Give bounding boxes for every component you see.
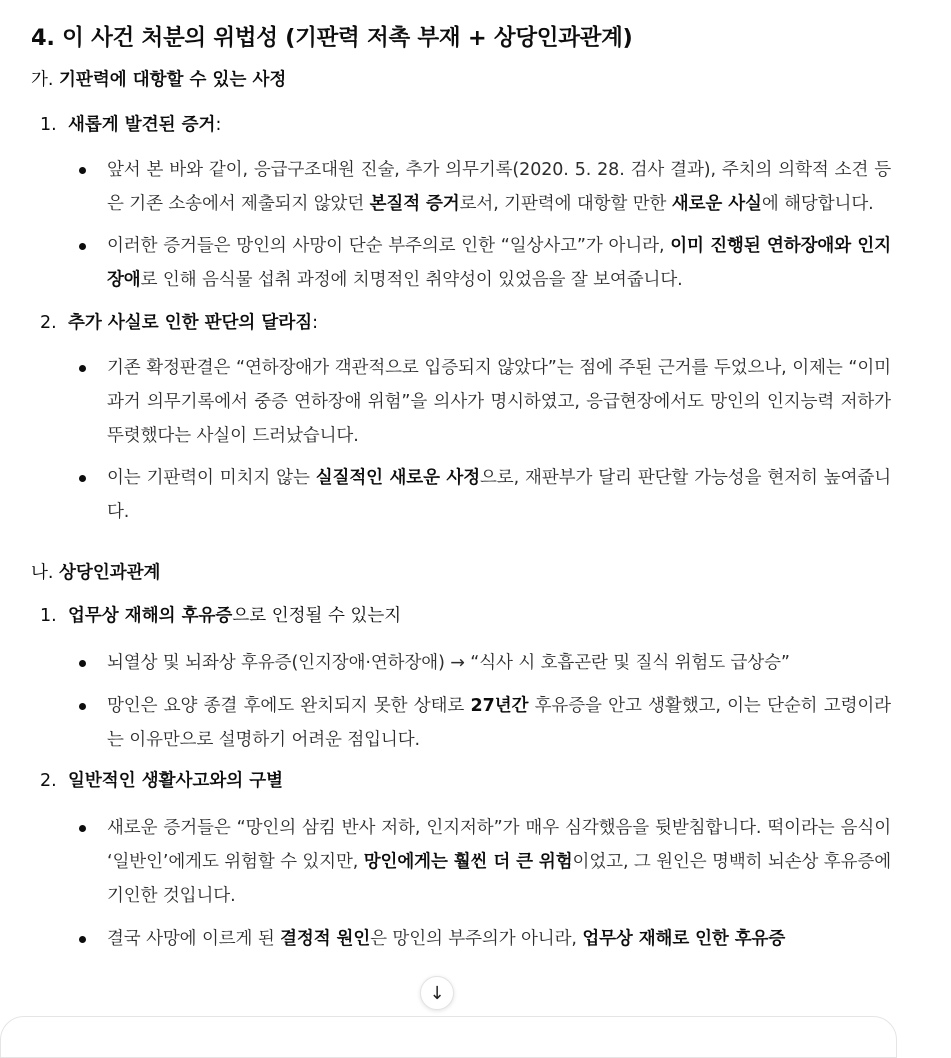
list-item: 뇌열상 및 뇌좌상 후유증(인지장애·연하장애) → “식사 시 호흡곤란 및 질식 위험도 급상승” [31, 646, 891, 680]
bullet-icon [79, 243, 86, 250]
message-composer[interactable] [0, 1016, 897, 1058]
subsection-ga: 가. 기판력에 대항할 수 있는 사정 [31, 70, 287, 90]
list-item: 결국 사망에 이르게 된 결정적 원인은 망인의 부주의가 아니라, 업무상 재해로 인한 후유증 [31, 922, 891, 956]
document [31, 18, 891, 956]
bullet-list [31, 646, 891, 757]
list-item: 망인은 요양 종결 후에도 완치되지 못한 상태로 27년간 후유증을 안고 생활했고, 이는 단순히 고령이라는 이유만으로 설명하기 어려운 점입니다. [31, 689, 891, 757]
subsection-na: 나. 상당인과관계 [31, 563, 161, 583]
numbered-item-na2: 2. 일반적인 생활사고와의 구별 [40, 771, 284, 791]
bullet-icon [79, 703, 86, 710]
scroll-to-bottom-button[interactable] [420, 976, 454, 1010]
list-item: 기존 확정판결은 “연하장애가 객관적으로 입증되지 않았다”는 점에 주된 근거를 두었으나, 이제는 “이미 과거 의무기록에서 중증 연하장애 위험”을 의사가 명시하였고, 응급현장에서도 망인의 인지능력 저하가 뚜렷했다는 사실이 드러났습니다. [31, 351, 891, 453]
bullet-list [31, 351, 891, 529]
bullet-icon [79, 825, 86, 832]
bullet-list [31, 153, 891, 297]
numbered-item-ga1: 1. 새롭게 발견된 증거: [40, 115, 222, 135]
list-item: 이는 기판력이 미치지 않는 실질적인 새로운 사정으로, 재판부가 달리 판단할 가능성을 현저히 높여줍니다. [31, 461, 891, 529]
numbered-item-ga2: 2. 추가 사실로 인한 판단의 달라짐: [40, 313, 319, 333]
list-item: 앞서 본 바와 같이, 응급구조대원 진술, 추가 의무기록(2020. 5. 28. 검사 결과), 주치의 의학적 소견 등은 기존 소송에서 제출되지 않았던 본질적 증거로서, 기판력에 대항할 만한 새로운 사실에 해당합니다. [31, 153, 891, 221]
bullet-icon [79, 936, 86, 943]
bullet-icon [79, 660, 86, 667]
bullet-icon [79, 167, 86, 174]
list-item: 새로운 증거들은 “망인의 삼킴 반사 저하, 인지저하”가 매우 심각했음을 뒷받침합니다. 떡이라는 음식이 ‘일반인’에게도 위험할 수 있지만, 망인에게는 훨씬 더 큰 위험이었고, 그 원인은 명백히 뇌손상 후유증에 기인한 것입니다. [31, 811, 891, 913]
list-item: 이러한 증거들은 망인의 사망이 단순 부주의로 인한 “일상사고”가 아니라, 이미 진행된 연하장애와 인지장애로 인해 음식물 섭취 과정에 치명적인 취약성이 있었음을 잘 보여줍니다. [31, 229, 891, 297]
arrow-down-icon: ↓ [429, 982, 445, 1004]
bullet-icon [79, 365, 86, 372]
bullet-list [31, 811, 891, 956]
section-heading: 4. 이 사건 처분의 위법성 (기판력 저촉 부재 + 상당인과관계) [31, 25, 633, 51]
numbered-item-na1: 1. 업무상 재해의 후유증으로 인정될 수 있는지 [40, 606, 402, 626]
bullet-icon [79, 475, 86, 482]
